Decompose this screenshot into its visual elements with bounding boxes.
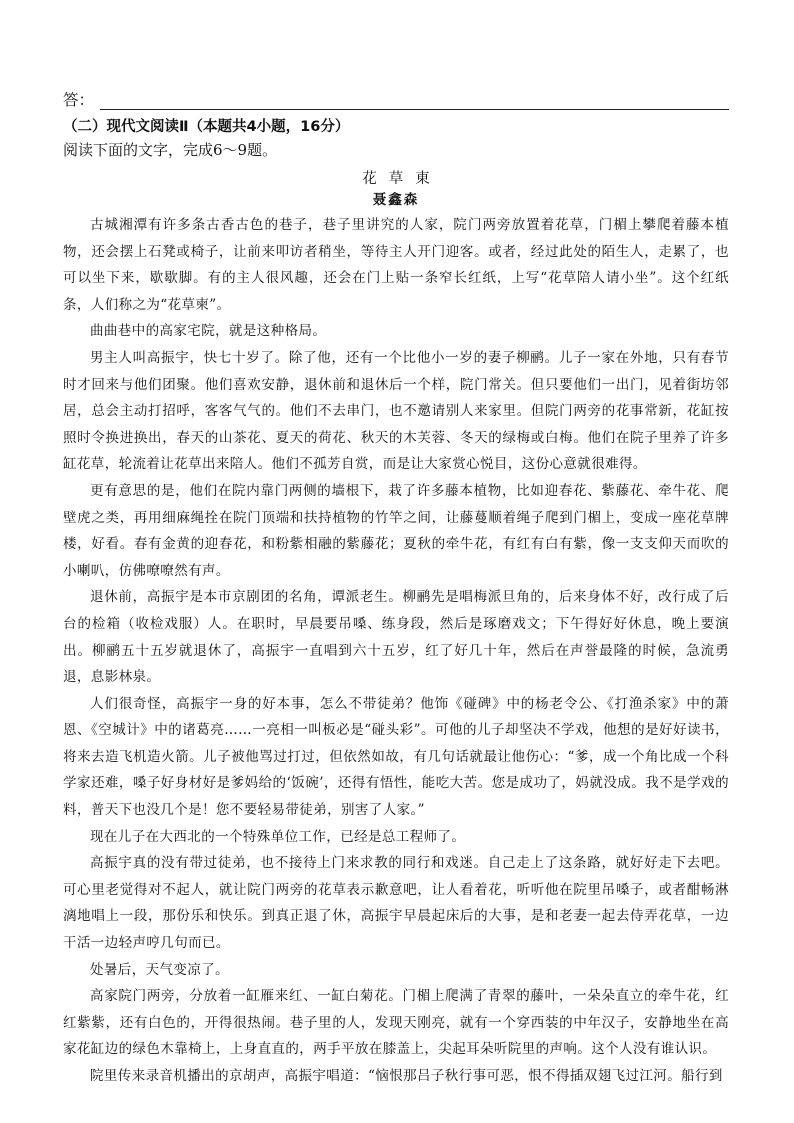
article-title: 花草東 (362, 171, 442, 187)
article-paragraph: 男主人叫高振宇，快七十岁了。除了他，还有一个比他小一岁的妻子柳鹂。儿子一家在外地，只有春节时才回来与他们团聚。他们喜欢安静，退休前和退休后一个样，院门常关。但只要他们一出门，见着街坊邻居，总会主动打招呼，客客气气的。他们不去串门，也不邀请别人来家里。但院门两旁的花事常新，花缸按照时令换进换出，春天的山茶花、夏天的荷花、秋天的木芙蓉、冬天的绿梅或白梅。他们在院子里养了许多缸花草，轮流着让花草出来陪人。他们不孤芳自赏，而是让大家赏心悦目，这份心意就很难得。 (63, 349, 729, 473)
article-paragraph: 曲曲巷中的高家宅院，就是这种格局。 (90, 323, 327, 340)
answer-blank[interactable] (100, 93, 729, 110)
article-paragraph: 现在儿子在大西北的一个特殊单位工作，已经是总工程师了。 (90, 828, 466, 845)
section-title: （二）现代文阅读Ⅱ（本题共4小题，16分） (63, 119, 350, 135)
answer-label: 答： (63, 91, 95, 109)
exam-page (63, 88, 729, 1090)
article-paragraph: 更有意思的是，他们在院内靠门两侧的墙根下，栽了许多藤本植物，比如迎春花、紫藤花、牵牛花、爬壁虎之类，再用细麻绳拴在院门顶端和扶持植物的竹竿之间，让藤蔓顺着绳子爬到门楣上，变成一座花草牌楼，好看。春有金黄的迎春花，和粉紫相融的紫藤花；夏秋的牵牛花，有红有白有紫，像一支支仰天而吹的小喇叭，仿佛嘹嘹然有声。 (63, 482, 729, 579)
article-paragraph: 退休前，高振宇是本市京剧团的名角，谭派老生。柳鹂先是唱梅派旦角的，后来身体不好，改行成了后台的检箱（收检戏服）人。在职时，早晨要吊嗓、练身段，然后是琢磨戏文；下午得好好休息，晚上要演出。柳鹂五十五岁就退休了，高振宇一直唱到六十五岁，红了好几十年，然后在声誉最隆的时候，急流勇退，息影林泉。 (63, 589, 729, 686)
article-body (63, 212, 729, 1090)
article-paragraph: 古城湘潭有许多条古香古色的巷子，巷子里讲究的人家，院门两旁放置着花草，门楣上攀爬着藤本植物，还会摆上石凳或椅子，让前来叩访者稍坐，等待主人开门迎客。或者，经过此处的陌生人，走累了，也可以坐下来，歇歇脚。有的主人很风趣，还会在门上贴一条窄长红纸，上写“花草陪人请小坐”。这个红纸条，人们称之为“花草柬”。 (63, 217, 729, 313)
article-author: 聂鑫森 (372, 192, 420, 208)
article-paragraph: 人们很奇怪，高振宇一身的好本事，怎么不带徒弟？他饰《碰碑》中的杨老令公、《打渔杀家》中的萧恩、《空城计》中的诸葛亮……一亮相一叫板必是“碰头彩”。可他的儿子却坚决不学戏，他想的是好好读书，将来去造飞机造火箭。儿子被他骂过打过，但依然如故，有几句话就最让他伤心：“爹，成一个角比成一个科学家还难，嗓子好身材好是爹妈给的‘饭碗’，还得有悟性，能吃大苦。您是成功了，妈就没成。我不是学戏的料，普天下也没几个是！您不要轻易带徒弟，别害了人家。” (63, 695, 729, 819)
article-paragraph: 院里传来录音机播出的京胡声，高振宇唱道：“恼恨那吕子秋行事可恶，恨不得插双翅飞过江河。船行到 (90, 1068, 723, 1084)
article-paragraph: 处暑后，天气变凉了。 (90, 961, 229, 978)
article-paragraph: 高家院门两旁，分放着一缸雁来红、一缸白菊花。门楣上爬满了青翠的藤叶，一朵朵直立的牵牛花，红红紫紫，还有白色的，开得很热闹。巷子里的人，发现天刚亮，就有一个穿西装的中年汉子，安静地坐在高家花缸边的绿色木靠椅上，上身直直的，两手平放在膝盖上，尖起耳朵听院里的声响。这个人没有谁认识。 (63, 988, 729, 1058)
answer-line (63, 88, 729, 110)
article-paragraph: 高振宇真的没有带过徒弟，也不接待上门来求教的同行和戏迷。自己走上了这条路，就好好走下去吧。可心里老觉得对不起人，就让院门两旁的花草表示歉意吧，让人看着花，听听他在院里吊嗓子，或者酣畅淋漓地唱上一段，那份乐和快乐。到真正退了休，高振宇早晨起床后的大事，是和老妻一起去侍弄花草，一边干活一边轻声哼几句而已。 (63, 855, 729, 952)
section-instruction: 阅读下面的文字，完成6～9题。 (63, 141, 278, 159)
